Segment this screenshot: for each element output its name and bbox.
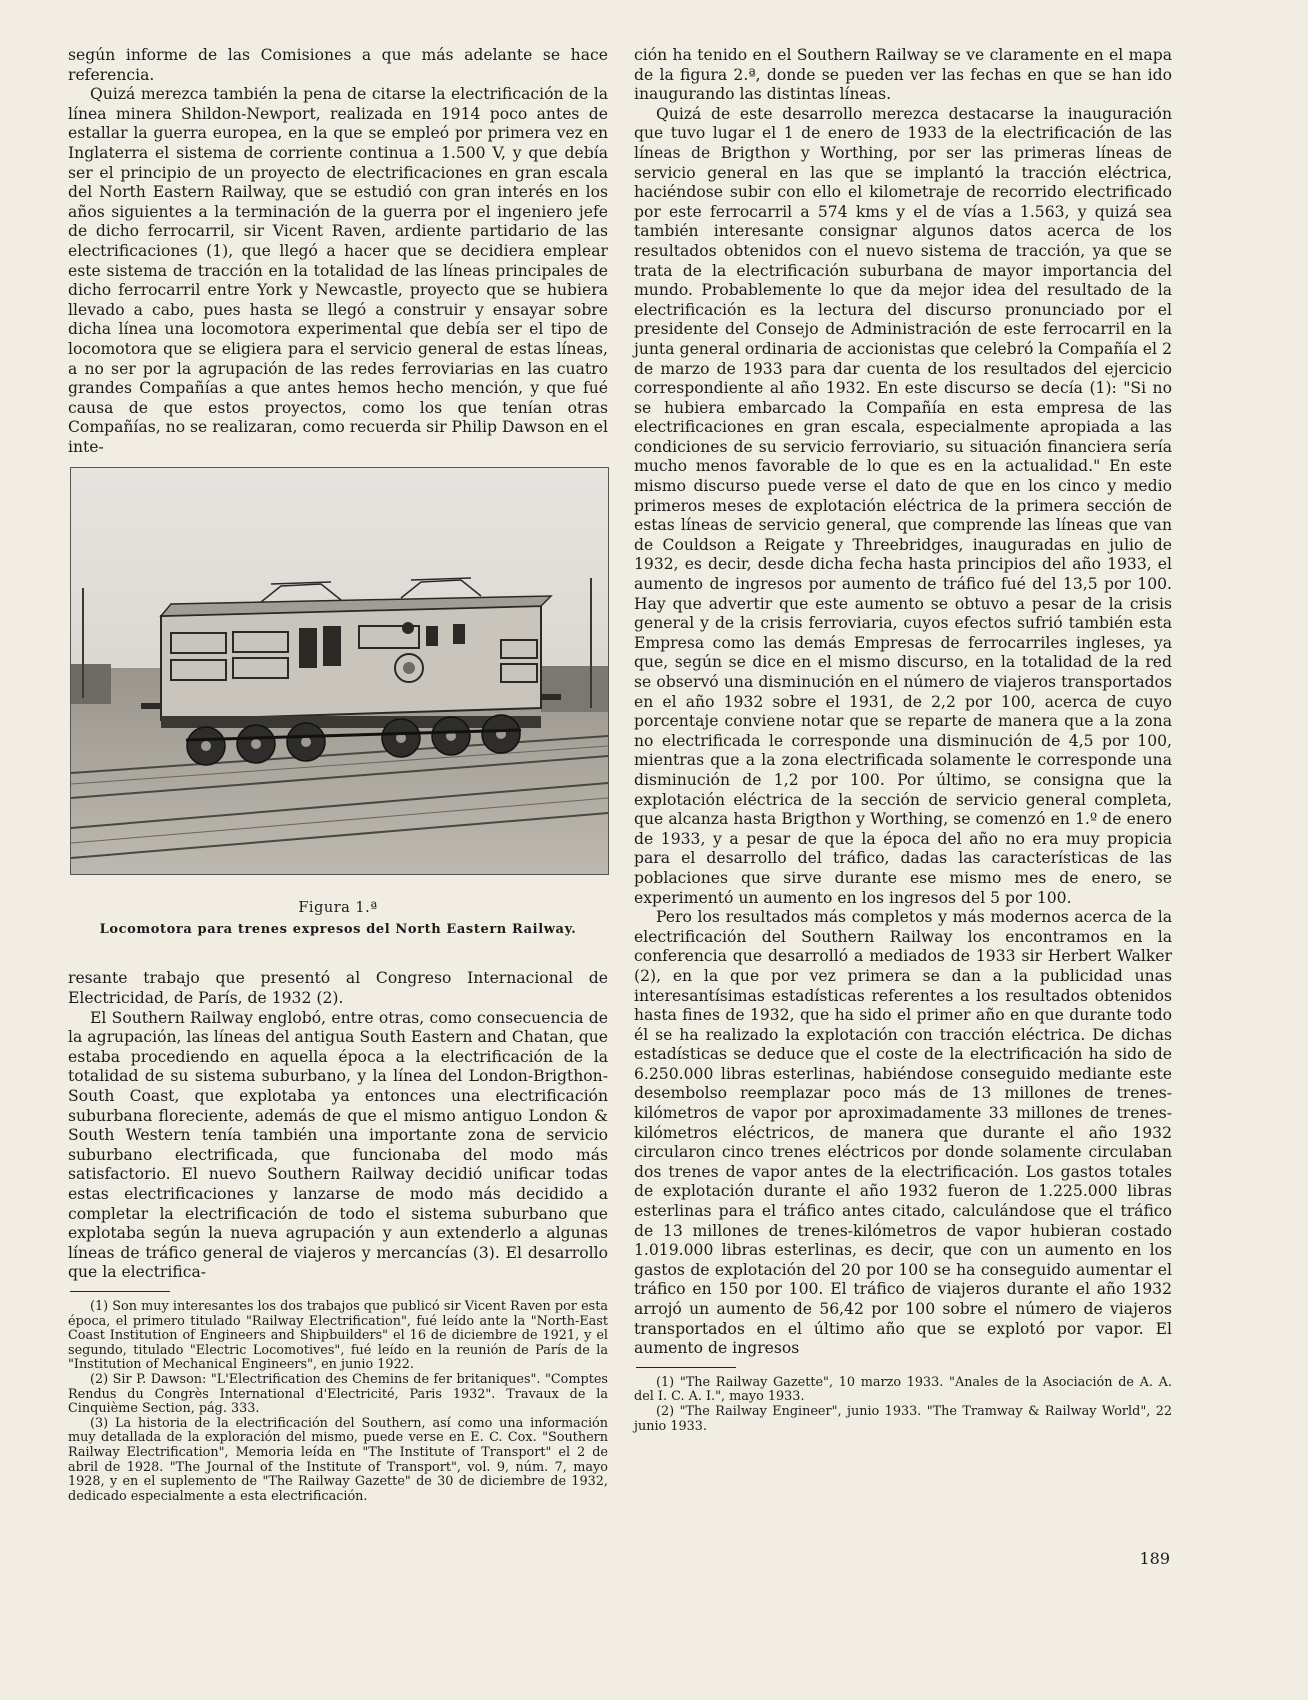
right-footnote-2: (2) "The Railway Engineer", junio 1933. "The Tramway & Railway World", 22 junio 1933. xyxy=(634,1403,1172,1434)
footnote-1: (1) Son muy interesantes los dos trabajos que publicó sir Vicent Raven por esta época, el primero titulado "Railway Electrification", fué leído ante la "North-East Coast Institution of Engineers and Shipbuilders" el 16 de diciembre de 1921, y el segundo, titulado "Electric Locomotives", fué leído en la reunión de París de la "Institution of Mechanical Engineers", en junio 1922. xyxy=(68,1298,608,1373)
right-paragraph-3: Pero los resultados más completos y más modernos acerca de la electrificación del Southern Railway los encontramos en la conferencia que desarrolló a mediados de 1933 sir Herbert Walker (2), en la que por vez primera se dan a la publicidad unas interesantísimas estadísticas referentes a los resultados obtenidos hasta fines de 1932, que ha sido el primer año en que durante todo él se ha realizado la explotación con tracción eléctrica. De dichas estadísticas se deduce que el coste de la electrificación ha sido de 6.250.000 libras esterlinas, habiéndose conseguido mediante este desembolso reemplazar poco más de 13 millones de trenes-kilómetros de vapor por aproximadamente 33 millones de trenes-kilómetros eléctricos, de manera que durante el año 1932 circularon cinco trenes eléctricos por donde solamente circulaban dos trenes de vapor antes de la electrificación. Los gastos totales de explotación durante el año 1932 fueron de 1.225.000 libras esterlinas para el tráfico antes citado, calculándose que el tráfico de 13 millones de trenes-kilómetros de vapor hubieran costado 1.019.000 libras esterlinas, es decir, que con un aumento en los gastos de explotación del 20 por 100 se ha conseguido aumentar el tráfico en 150 por 100. El tráfico de viajeros durante el año 1932 arrojó un aumento de 56,42 por 100 sobre el número de viajeros transportados en el último año que se explotó por vapor. El aumento de ingresos xyxy=(634,908,1172,1358)
right-paragraph-2: Quizá de este desarrollo merezca destacarse la inauguración que tuvo lugar el 1 de enero de 1933 de la electrificación de las líneas de Brigthon y Worthing, por ser las primeras líneas de servicio general en las que se implantó la tracción eléctrica, haciéndose subir con ello el kilometraje de recorrido electrificado por este ferrocarril a 574 kms y el de vías a 1.563, y quizá sea también interesante consignar algunos datos acerca de los resultados obtenidos con el nuevo sistema de tracción, ya que se trata de la electrificación suburbana de mayor importancia del mundo. Probablemente lo que da mejor idea del resultado de la electrificación es la lectura del discurso pronunciado por el presidente del Consejo de Administración de este ferrocarril en la junta general ordinaria de accionistas que celebró la Compañía el 2 de marzo de 1933 para dar cuenta de los resultados del ejercicio correspondiente al año 1932. En este discurso se decía (1): "Si no se hubiera embarcado la Compañía en esta empresa de las electrificaciones en gran escala, especialmente apropiada a las condiciones de su servicio ferroviario, su situación financiera sería mucho menos favorable de lo que es en la actualidad." En este mismo discurso puede verse el dato de que en los cinco y medio primeros meses de explotación eléctrica de la primera sección de estas líneas de servicio general, que comprende las líneas que van de Couldson a Reigate y Threebridges, inauguradas en julio de 1932, es decir, desde dicha fecha hasta principios del año 1933, el aumento de ingresos por aumento de tráfico fué del 13,5 por 100. Hay que advertir que este aumento se obtuvo a pesar de la crisis general y de la crisis ferroviaria, cuyos efectos sufrió también esta Empresa como las demás Empresas de ferrocarriles ingleses, ya que, según se dice en el mismo discurso, en la totalidad de la red se observó una disminución en el número de viajeros transportados en el año 1932 sobre el 1931, de 2,2 por 100, acerca de cuyo porcentaje conviene notar que se reparte de manera que a la zona no electrificada le corresponde una disminución de 4,5 por 100, mientras que a la zona electrificada solamente le corresponde una disminución de 1,2 por 100. Por último, se consigna que la explotación eléctrica de la sección de servicio general completa, que alcanza hasta Brigthon y Worthing, se comenzó en 1.º de enero de 1933, y a pesar de que la época del año no era muy propicia para el desarrollo del tráfico, dadas las características de las poblaciones que sirve durante ese mismo mes de enero, se experimentó un aumento en los ingresos del 5 por 100. xyxy=(634,104,1172,907)
left-paragraph-2: Quizá merezca también la pena de citarse la electrificación de la línea minera Shildon-Newport, realizada en 1914 poco antes de estallar la guerra europea, en la que se empleó por primera vez en Inglaterra el sistema de corriente continua a 1.500 V, y que debía ser el principio de un proyecto de electrificaciones en gran escala del North Eastern Railway, que se estudió con gran interés en los años siguientes a la terminación de la guerra por el ingeniero jefe de dicho ferrocarril, sir Vicent Raven, ardiente partidario de las electrificaciones (1), que llegó a hacer que se decidiera emplear este sistema de tracción en la totalidad de las líneas principales de dicho ferrocarril entre York y Newcastle, proyecto que se hubiera llevado a cabo, pues hasta se llegó a construir y ensayar sobre dicha línea una locomotora experimental que debía ser el tipo de locomotora que se eligiera para el servicio general de estas líneas, a no ser por la agrupación de las redes ferroviarias en las cuatro grandes Compañías a que antes hemos hecho mención, y que fué causa de que estos proyectos, como los que tenían otras Compañías, no se realizaran, como recuerda sir Philip Dawson en el inte- xyxy=(68,85,608,456)
right-paragraph-1: ción ha tenido en el Southern Railway se ve claramente en el mapa de la figura 2.ª, donde se pueden ver las fechas en que se han ido inaugurando las distintas líneas. xyxy=(634,46,1172,104)
left-paragraph-3: resante trabajo que presentó al Congreso Internacional de Electricidad, de París, de 1932 (2). xyxy=(68,969,608,1008)
left-footnotes xyxy=(68,1300,608,1504)
figure-number: Figura 1.ª xyxy=(298,900,378,917)
footnote-3: (3) La historia de la electrificación del Southern, así como una información muy detallada de la exploración del mismo, puede verse en E. C. Cox. "Southern Railway Electrification", Memoria leída en "The Institute of Transport" el 2 de abril de 1928. "The Journal of the Institute of Transport", vol. 9, núm. 7, mayo 1928, y en el suplemento de "The Railway Gazette" de 30 de diciembre de 1932, dedicado especialmente a esta electrificación. xyxy=(68,1415,608,1504)
right-footnotes xyxy=(634,1376,1172,1434)
locomotive-photo xyxy=(70,467,609,875)
left-paragraph-4: El Southern Railway englobó, entre otras, como consecuencia de la agrupación, las líneas del antigua South Eastern and Chatan, que estaba procediendo en aquella época a la electrificación de la totalidad de su sistema suburbano, y la línea del London-Brigthon-South Coast, que explotaba ya entonces una electrificación suburbana floreciente, además de que el mismo antiguo London & South Western tenía también una importante zona de servicio suburbano electrificada, que funcionaba del modo más satisfactorio. El nuevo Southern Railway decidió unificar todas estas electrificaciones y lanzarse de modo más decidido a completar la electrificación de todo el sistema suburbano que explotaba según la nueva agrupación y aun extenderlo a algunas líneas de tráfico general de viajeros y mercancías (3). El desarrollo que la electrifica- xyxy=(68,1008,608,1282)
figure-caption: Locomotora para trenes expresos del North Eastern Railway. xyxy=(99,922,577,938)
footnote-2: (2) Sir P. Dawson: "L'Electrification des Chemins de fer britaniques". "Comptes Rendus du Congrès International d'Electricité, Paris 1932". Travaux de la Cinquième Section, pág. 333. xyxy=(68,1371,608,1417)
right-column xyxy=(634,46,1172,1434)
right-footnote-1: (1) "The Railway Gazette", 10 marzo 1933. "Anales de la Asociación de A. A. del I. C. A. I.", mayo 1933. xyxy=(634,1374,1172,1405)
left-column xyxy=(68,46,608,1504)
footnote-rule-right xyxy=(636,1367,736,1368)
figure-caption-block xyxy=(68,899,608,939)
left-paragraph-1: según informe de las Comisiones a que más adelante se hace referencia. xyxy=(68,46,608,84)
footnote-rule-left xyxy=(70,1291,170,1292)
page-number: 189 xyxy=(1139,1549,1170,1568)
